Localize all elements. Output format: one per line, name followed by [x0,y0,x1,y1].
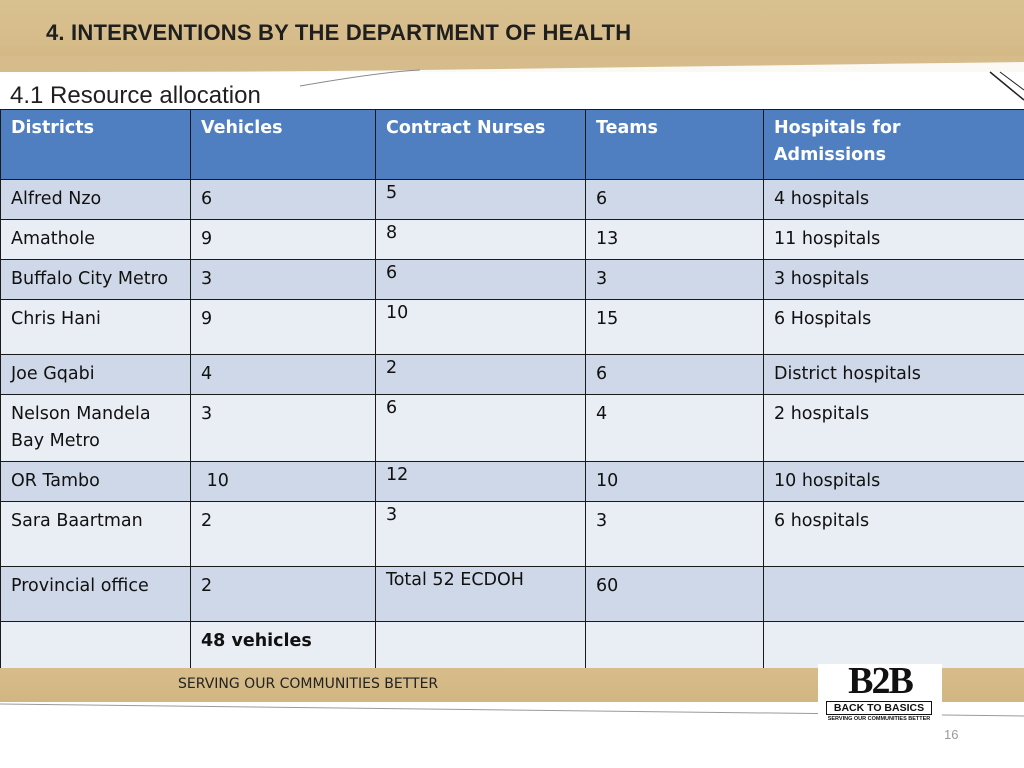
cell-teams: 15 [586,300,764,355]
cell-teams: 6 [586,355,764,395]
cell-teams: 3 [586,260,764,300]
column-header-districts: Districts [1,110,191,180]
column-header-teams: Teams [586,110,764,180]
cell-hospitals: 6 hospitals [764,502,1024,567]
cell-teams: 3 [586,502,764,567]
cell-teams: 13 [586,220,764,260]
cell-nurses: 8 [376,220,586,260]
cell-hospitals: District hospitals [764,355,1024,395]
cell-nurses: Total 52 ECDOH [376,567,586,622]
cell-hospitals: 3 hospitals [764,260,1024,300]
cell-vehicles: 2 [191,502,376,567]
cell-district: Joe Gqabi [1,355,191,395]
section-subtitle: 4.1 Resource allocation [10,82,261,109]
footer-slogan: SERVING OUR COMMUNITIES BETTER [178,676,439,692]
cell-vehicles: 9 [191,220,376,260]
cell-nurses: 6 [376,395,586,462]
cell-district: OR Tambo [1,462,191,502]
cell-vehicles: 4 [191,355,376,395]
cell-district: Chris Hani [1,300,191,355]
cell-vehicles-total: 48 vehicles [191,622,376,677]
cell-nurses: 2 [376,355,586,395]
cell-nurses: 5 [376,180,586,220]
cell-nurses: 10 [376,300,586,355]
cell-district: Provincial office [1,567,191,622]
table-row [1,180,1024,220]
cell-vehicles: 9 [191,300,376,355]
cell-hospitals: 2 hospitals [764,395,1024,462]
slide-title: 4. INTERVENTIONS BY THE DEPARTMENT OF HEALTH [46,20,632,45]
column-header-vehicles: Vehicles [191,110,376,180]
cell-district: Alfred Nzo [1,180,191,220]
cell-hospitals [764,567,1024,622]
table-row [1,220,1024,260]
page-number: 16 [944,727,959,742]
resource-allocation-table [0,109,1024,677]
cell-district: Sara Baartman [1,502,191,567]
logo-label: BACK TO BASICS [826,701,932,715]
cell-hospitals: 4 hospitals [764,180,1024,220]
cell-teams: 6 [586,180,764,220]
column-header-hospitals: Hospitals for Admissions [764,110,1024,180]
logo-tagline: SERVING OUR COMMUNITIES BETTER [827,716,931,722]
column-header-contract-nurses: Contract Nurses [376,110,586,180]
table-row [1,462,1024,502]
cell-hospitals: 6 Hospitals [764,300,1024,355]
cell-teams: 10 [586,462,764,502]
cell-nurses: 3 [376,502,586,567]
table-row [1,567,1024,622]
cell-district: Nelson Mandela Bay Metro [1,395,191,462]
table-row [1,502,1024,567]
cell-nurses: 6 [376,260,586,300]
cell-vehicles: 3 [191,395,376,462]
table-row [1,300,1024,355]
cell-hospitals: 10 hospitals [764,462,1024,502]
table-header-row [1,110,1024,180]
cell-teams: 60 [586,567,764,622]
cell-district: Buffalo City Metro [1,260,191,300]
cell-vehicles: 10 [191,462,376,502]
table-row [1,260,1024,300]
table-row [1,395,1024,462]
cell-nurses: 12 [376,462,586,502]
cell-vehicles: 6 [191,180,376,220]
table-row [1,355,1024,395]
cell-hospitals: 11 hospitals [764,220,1024,260]
cell-vehicles: 2 [191,567,376,622]
cell-district: Amathole [1,220,191,260]
cell-vehicles: 3 [191,260,376,300]
b2b-logo: B2B [848,660,912,702]
cell-teams: 4 [586,395,764,462]
